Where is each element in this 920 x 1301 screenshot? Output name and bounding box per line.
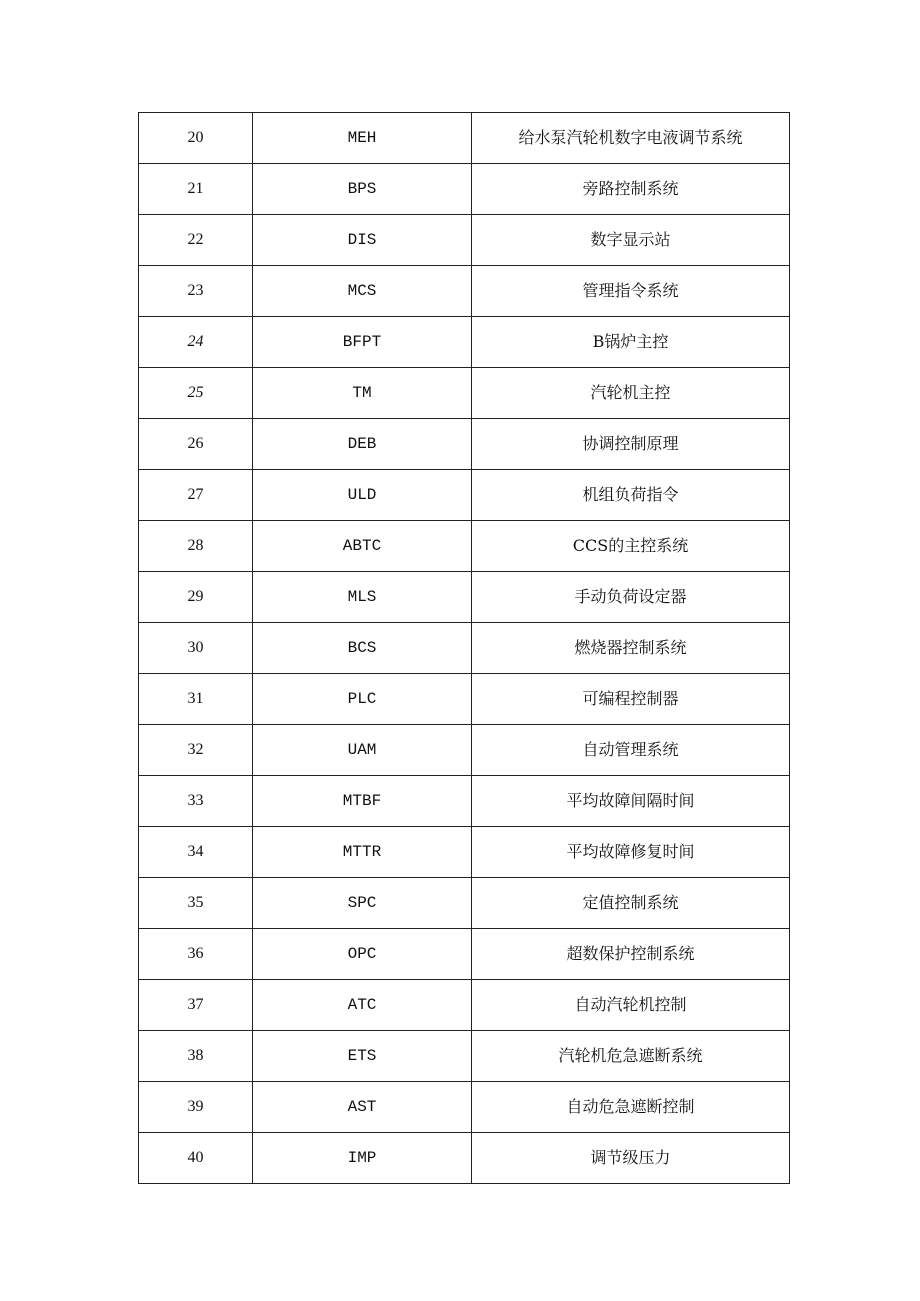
table-row (139, 215, 790, 266)
row-number-cell: 30 (139, 623, 253, 674)
row-number-cell: 31 (139, 674, 253, 725)
description-cell: 燃烧器控制系统 (472, 623, 790, 674)
abbreviation-cell: PLC (253, 674, 472, 725)
description-cell: 平均故障间隔时间 (472, 776, 790, 827)
table-row (139, 776, 790, 827)
abbreviation-cell: ULD (253, 470, 472, 521)
abbreviation-cell: AST (253, 1082, 472, 1133)
abbreviation-cell: SPC (253, 878, 472, 929)
abbreviation-cell: DEB (253, 419, 472, 470)
description-cell: 自动汽轮机控制 (472, 980, 790, 1031)
table-row (139, 572, 790, 623)
abbreviation-cell: IMP (253, 1133, 472, 1184)
description-cell: 协调控制原理 (472, 419, 790, 470)
table-row (139, 317, 790, 368)
table-row (139, 878, 790, 929)
row-number-cell: 29 (139, 572, 253, 623)
row-number-cell: 38 (139, 1031, 253, 1082)
description-cell: CCS的主控系统 (472, 521, 790, 572)
row-number-cell: 25 (139, 368, 253, 419)
abbreviation-cell: BFPT (253, 317, 472, 368)
table-row (139, 1133, 790, 1184)
row-number-cell: 28 (139, 521, 253, 572)
row-number-cell: 27 (139, 470, 253, 521)
description-cell: 给水泵汽轮机数字电液调节系统 (472, 113, 790, 164)
row-number-cell: 24 (139, 317, 253, 368)
row-number-cell: 40 (139, 1133, 253, 1184)
table-row (139, 929, 790, 980)
row-number-cell: 37 (139, 980, 253, 1031)
table-row (139, 674, 790, 725)
table-row (139, 164, 790, 215)
table-row (139, 623, 790, 674)
row-number-cell: 34 (139, 827, 253, 878)
table-row (139, 980, 790, 1031)
row-number-cell: 36 (139, 929, 253, 980)
abbreviation-cell: BCS (253, 623, 472, 674)
description-cell: 平均故障修复时间 (472, 827, 790, 878)
row-number-cell: 35 (139, 878, 253, 929)
table-row (139, 419, 790, 470)
abbreviation-cell: ATC (253, 980, 472, 1031)
description-cell: 机组负荷指令 (472, 470, 790, 521)
table-row (139, 470, 790, 521)
table-row (139, 725, 790, 776)
abbreviation-cell: MTTR (253, 827, 472, 878)
abbreviation-cell: UAM (253, 725, 472, 776)
table-body (139, 113, 790, 1184)
description-cell: 数字显示站 (472, 215, 790, 266)
abbreviation-cell: MCS (253, 266, 472, 317)
abbreviation-cell: DIS (253, 215, 472, 266)
abbreviation-cell: TM (253, 368, 472, 419)
description-cell: 旁路控制系统 (472, 164, 790, 215)
description-cell: 汽轮机危急遮断系统 (472, 1031, 790, 1082)
description-cell: 调节级压力 (472, 1133, 790, 1184)
abbreviation-cell: MEH (253, 113, 472, 164)
description-cell: 可编程控制器 (472, 674, 790, 725)
abbreviation-cell: ABTC (253, 521, 472, 572)
description-cell: 手动负荷设定器 (472, 572, 790, 623)
row-number-cell: 23 (139, 266, 253, 317)
description-cell: 汽轮机主控 (472, 368, 790, 419)
description-cell: 超数保护控制系统 (472, 929, 790, 980)
abbreviation-cell: MTBF (253, 776, 472, 827)
table-row (139, 113, 790, 164)
abbreviation-cell: ETS (253, 1031, 472, 1082)
row-number-cell: 26 (139, 419, 253, 470)
abbreviation-cell: MLS (253, 572, 472, 623)
table-row (139, 827, 790, 878)
description-cell: B锅炉主控 (472, 317, 790, 368)
row-number-cell: 33 (139, 776, 253, 827)
table-row (139, 368, 790, 419)
row-number-cell: 21 (139, 164, 253, 215)
row-number-cell: 22 (139, 215, 253, 266)
table-row (139, 1031, 790, 1082)
abbreviation-cell: BPS (253, 164, 472, 215)
row-number-cell: 39 (139, 1082, 253, 1133)
row-number-cell: 20 (139, 113, 253, 164)
table-row (139, 521, 790, 572)
abbreviation-table (138, 112, 790, 1184)
description-cell: 自动危急遮断控制 (472, 1082, 790, 1133)
row-number-cell: 32 (139, 725, 253, 776)
description-cell: 自动管理系统 (472, 725, 790, 776)
description-cell: 管理指令系统 (472, 266, 790, 317)
table-row (139, 266, 790, 317)
description-cell: 定值控制系统 (472, 878, 790, 929)
table-row (139, 1082, 790, 1133)
abbreviation-cell: OPC (253, 929, 472, 980)
